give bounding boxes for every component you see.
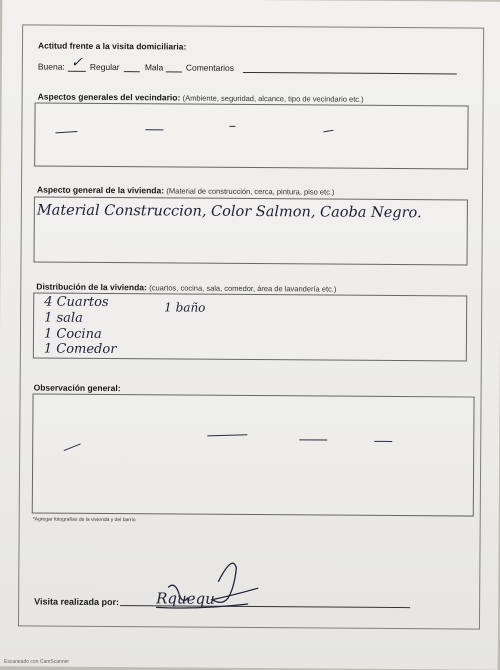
buena-check-mark: ✓ (71, 55, 83, 71)
distribution-hint: (cuartos, cocina, sala, comedor, área de lavandería etc.) (149, 283, 336, 293)
scanner-watermark: Escaneado con CamScanner (4, 659, 69, 665)
housing-title (37, 185, 335, 197)
signature-mark: Rquequ (155, 589, 215, 607)
visit-by-label (34, 596, 119, 607)
distribution-item-cuartos: 4 Cuartos (44, 295, 109, 310)
attitude-option-regular: Regular (90, 62, 120, 72)
attitude-option-buena: Buena: (38, 62, 65, 72)
regular-line (124, 71, 140, 72)
buena-line (68, 71, 86, 72)
neighborhood-hint: (Ambiente, seguridad, alcance, tipo de vecindario etc.) (183, 94, 364, 104)
attitude-title-text: Actitud frente a la visita domiciliaria: (38, 41, 186, 52)
observation-title-text: Observación general: (34, 382, 121, 393)
observation-title (34, 382, 121, 393)
distribution-title (36, 282, 336, 294)
housing-handwritten-text: Material Construccion, Color Salmon, Caoba Negro. (37, 203, 422, 222)
signature-drawing (148, 547, 269, 628)
neighborhood-dash-3 (229, 126, 235, 127)
neighborhood-dash-2 (145, 129, 163, 130)
housing-title-text: Aspecto general de la vivienda: (37, 185, 164, 196)
photo-footnote: *Agregar fotografías de la vivienda y del barrio (33, 516, 136, 523)
visit-by-label-text: Visita realizada por: (34, 596, 119, 607)
housing-hint: (Material de construcción, cerca, pintura, piso etc.) (166, 186, 334, 196)
distribution-item-cocina: 1 Cocina (44, 327, 102, 342)
neighborhood-box (34, 102, 468, 169)
neighborhood-title-text: Aspectos generales del vecindario: (38, 92, 181, 103)
mala-line (166, 71, 182, 72)
observation-dash-3 (299, 439, 327, 440)
attitude-option-comentarios: Comentarios (186, 63, 234, 73)
distribution-item-sala: 1 sala (44, 311, 83, 326)
attitude-title (38, 41, 186, 52)
attitude-option-mala: Mala (145, 62, 164, 72)
observation-dash-4 (374, 441, 392, 442)
observation-box (32, 393, 475, 516)
distribution-item-bano: 1 baño (164, 300, 205, 314)
distribution-title-text: Distribución de la vivienda: (36, 282, 147, 293)
distribution-item-comedor: 1 Comedor (44, 342, 117, 358)
